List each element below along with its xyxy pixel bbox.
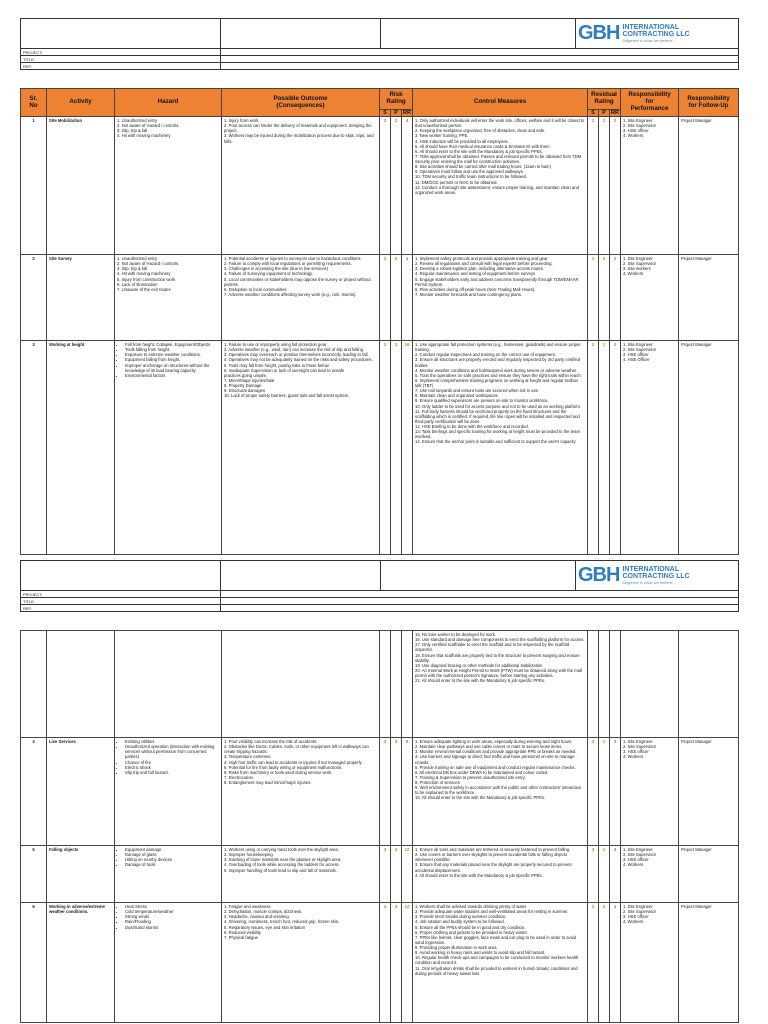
hazard-item: • Hitting on nearby devices: [125, 857, 219, 862]
hazard-item: • Electric shock: [125, 765, 219, 770]
hazard-item: • Slip trip and fall hazard.: [125, 770, 219, 775]
cell-control: 1. Ensure adequate lighting in work areas, especially during evening and night hours 2. Maintain clear pathways and use cable covers or mats to secure loose items 3. Monitor environmental conditions and provide appropriate PPE or breaks as needed. 4. Use barriers and signage to direct foot traffic and have personnel on-site to manage crowds. 5. Provide training on safe use of equipment and conduct regular maintenance checks. 6. All electrical DB box under DEWA to be maintained and colour coded 7. Training & Supervision to prevent unauthorized site entry. 8. Protection of services 9. Well environment safety in accordance with the public and other contractors' interaction to be explained to the workforce. 10. All should enter to the site with the Mandatory & job specific PPEs.: [413, 738, 588, 846]
cell-activity: Falling objects: [47, 846, 115, 903]
col-res-rr: RR: [611, 110, 619, 116]
cell-rr: 12: [402, 903, 413, 1023]
project-value: [221, 591, 739, 598]
cell-resp-follow: Project Manager: [679, 903, 739, 1023]
cell-resp-follow: Project Manager: [679, 738, 739, 846]
hazard-item: • Existing Utilities: [125, 739, 219, 744]
cell-outcome: 1. Workers using or carrying hand tools over the skylight area. 2. Improper housekeeping 3. Stacking of loose materials near the glasses or skylight area. 4. Overloading of tools while accessing the ladders for access. 5. Improper handling of tools lead to slip and fall of materials.: [222, 846, 380, 903]
cell-activity: Site Survey: [47, 255, 115, 341]
cell-res-s: 1: [588, 117, 599, 255]
company-logo: [576, 19, 739, 49]
table-row: [21, 117, 739, 255]
risk-table-page2: [20, 630, 738, 1023]
cell-srno: 3: [21, 341, 47, 555]
cell-s: 3: [380, 846, 391, 903]
table-row: [21, 738, 739, 846]
cell-res-rr: 2: [610, 255, 621, 341]
cell-resp-perf: 1. Site Engineer 2. Site Supervisor 3. HSE officer 4. Workers: [621, 117, 679, 255]
col-activity: Activity: [47, 89, 115, 117]
hazard-list: [117, 847, 219, 868]
cell-activity: Site Mobilization: [47, 117, 115, 255]
cell-hazard: [115, 846, 222, 903]
title-label: TITLE:: [21, 598, 221, 605]
hazard-item: • Damage of tools: [125, 862, 219, 867]
logo-mark: GBH: [578, 564, 620, 586]
cell-control: 1. Workers shall be advised towards drinking plenty of water 2. Provide adequate water stations and well-ventilated areas for resting in summer. 3. Provide short breaks during summer condition. 4. Job rotation and buddy system to be followed. 5. Ensure all the PPEs should be in good and dry condition. 6. Proper clothing and jackets to be provided in heavy winter. 7. PPEs like helmet, clear goggles, face mask and ear plug to be used in order to avoid sand ingression. 8. Providing proper illumination in work area. 9. Avoid working in heavy rains and winds to avoid slip and fall hazard. 10. Regular health check-ups and campaigns to be conducted to monitor workers health condition and record it. 11. Oral rehydration drinks shall be provided to workers in humid climatic conditions and during periods of heavy sweat loss: [413, 903, 588, 1023]
cell-rr: 4: [402, 255, 413, 341]
cell-res-p: 1: [599, 738, 610, 846]
cell-rr: 9: [402, 738, 413, 846]
hazard-item: • Fall from height, Collapse, Equipment/Objects: [125, 342, 219, 347]
cell-outcome: 1. Poor visibility can increase the risk of accidents. 2. Obstacles like Ducts, Cables, tools, or other equipment left in walkways can create tripping hazards. 3. Temperature extremes. 4. High foot traffic can lead to accidents or injuries if not managed properly. 5. Potential for fire from faulty wiring or equipment malfunctions. 6. Risks from machinery or tools used during service work. 7. Electrocution. 8. Entanglement may lead minor/major injuries.: [222, 738, 380, 846]
hazard-list: [117, 342, 219, 378]
cell-res-rr: 4: [610, 903, 621, 1023]
cell-hazard: [115, 738, 222, 846]
cell-srno: 2: [21, 255, 47, 341]
cell-rr: 16: [402, 341, 413, 555]
logo-line1: INTERNATIONAL: [622, 24, 680, 31]
cell-p: 3: [391, 846, 402, 903]
hazard-list: [117, 904, 219, 930]
hazard-item: • Damage of glass: [125, 852, 219, 857]
cell-s: 4: [380, 903, 391, 1023]
cell-outcome: 1. Potential accidents or injuries to surveyors due to hazardous conditions 2. Failure to comply with local regulations or permitting requirements. 3. Challenges in accessing the site (due to live services) 4. Failure of surveying equipment or technology. 5. Local communities or stakeholders may oppose the survey or project without permits. 6. Disruption to local communities 7. Adverse weather conditions affecting survey work (e.g., rain, storms).: [222, 255, 380, 341]
cell-activity: Working in adverse/extreme weather conditions.: [47, 903, 115, 1023]
cell-hazard: [115, 631, 222, 738]
col-resp-follow: Responsibility for Follow-Up: [679, 89, 739, 117]
cell-resp-perf: 1. Site Engineer 2. Site Supervisor 3. Site workers 4. Workers: [621, 255, 679, 341]
header-cell-blank-2: [221, 19, 381, 49]
cell-resp-perf: 1. Site Engineer 2. Site Supervisor 3. HSE officer 4. Workers: [621, 846, 679, 903]
ref-label: REF:: [21, 63, 221, 70]
col-rr: RR: [403, 110, 411, 116]
cell-outcome: 1. Fatigue and weakness 2. Dehydration, muscle cramps, dizziness. 3. Headache, nausea and vomiting. 4. Shivering, numbness, trench foot, reduced grip, frozen skin. 5. Respiratory issues, eye and skin irritation 6. Reduced visibility 7. Physical fatigue: [222, 903, 380, 1023]
cell-res-s: [588, 631, 599, 738]
cell-rr: [402, 631, 413, 738]
cell-outcome: 1. Failure to use or improperly using fall protection gear 2. Adverse weather (e.g., wind, rain) can increase the risk of slip and falling. 3. Operatives may overreach or position themselves incorrectly, leading to fall. 4. Operatives may not be adequately trained on the risks and safety procedures. 5. Tools may fall from height, posing risks to those below. 6. Inadequate Supervision or lack of oversight can lead to unsafe practices going unsafe. 7. Minor/Major injuries/fatal 8. Property Damage. 9. Structural damages 10. Lack of proper safety barriers, guard rails and fall arrest system.: [222, 341, 380, 555]
header-cell-blank-1: [21, 561, 221, 591]
cell-srno: 4: [21, 738, 47, 846]
col-risk-rating: Risk Rating: [380, 89, 413, 110]
table-row: [21, 631, 739, 738]
cell-res-p: [599, 631, 610, 738]
hazard-item: • Tools falling from height.: [125, 347, 219, 352]
col-residual: Residual Rating: [588, 89, 621, 110]
cell-s: 3: [380, 738, 391, 846]
cell-s: 2: [380, 341, 391, 555]
col-s: S: [380, 110, 391, 117]
cell-res-p: 2: [599, 903, 610, 1023]
hazard-list: [117, 739, 219, 775]
col-srno: Sr. No: [21, 89, 47, 117]
cell-resp-follow: Project Manager: [679, 341, 739, 555]
cell-resp-perf: 1. Site Engineer 2. Site Supervisor 3. HSE officer 4. Workers: [621, 903, 679, 1023]
hazard-item: • Heat Stress: [125, 904, 219, 909]
header-cell-blank-2: [221, 561, 381, 591]
cell-hazard: 1. Unauthorized entry 2. Not aware of Hazard / controls. 3. Slip, trip & fall 4. Hit with moving machinery: [115, 117, 222, 255]
cell-rr: 4: [402, 117, 413, 255]
logo-line1: INTERNATIONAL: [622, 566, 680, 573]
cell-srno: [21, 631, 47, 738]
logo-tagline: Diligence is what we believe...: [622, 38, 676, 43]
logo-mark: GBH: [578, 22, 620, 44]
hazard-item: • Chance of fire: [125, 760, 219, 765]
cell-res-rr: 2: [610, 341, 621, 555]
hazard-item: • Rain/Flooding: [125, 919, 219, 924]
col-res-p: P: [599, 110, 610, 117]
cell-hazard: [115, 341, 222, 555]
hazard-item: • Equipment damage: [125, 847, 219, 852]
cell-res-s: 3: [588, 846, 599, 903]
hazard-item: • Unauthorized operation (interaction with existing services without permission from concerned parties): [125, 744, 219, 759]
ref-value: [221, 63, 739, 70]
cell-resp-perf: 1. Site Engineer 2. Site Supervisor 3. HSE officer 4. HSE Officer: [621, 341, 679, 555]
table-row: [21, 255, 739, 341]
page1-header-box: [20, 18, 738, 78]
cell-resp-follow: [679, 631, 739, 738]
cell-res-s: 2: [588, 903, 599, 1023]
cell-res-s: 2: [588, 341, 599, 555]
cell-hazard: 1. Unauthorized entry 2. Not aware of Hazard / controls. 3. Slip, trip & fall 4. Hit with moving machinery 5. Injury from construction work 6. Lack of Illumination 7. Unaware of the exit routes: [115, 255, 222, 341]
ref-value: [221, 605, 739, 612]
risk-table-page1: [20, 88, 738, 555]
cell-s: 2: [380, 117, 391, 255]
header-cell-blank-3: [381, 19, 576, 49]
cell-p: 3: [391, 903, 402, 1023]
cell-res-p: 2: [599, 255, 610, 341]
cell-activity: [47, 631, 115, 738]
project-label: PROJECT:: [21, 591, 221, 598]
cell-res-p: 1: [599, 846, 610, 903]
col-hazard: Hazard: [115, 89, 222, 117]
cell-res-rr: [610, 631, 621, 738]
cell-hazard: [115, 903, 222, 1023]
cell-res-rr: 2: [610, 117, 621, 255]
logo-line2: CONTRACTING LLC: [622, 31, 690, 38]
cell-s: 2: [380, 255, 391, 341]
page2-header-box: [20, 560, 738, 620]
col-control: Control Measures: [413, 89, 588, 117]
cell-resp-follow: Project Manager: [679, 846, 739, 903]
cell-outcome: 1. Injury from work. 2. Poor access can hinder the delivery of materials and equipment, delaying the project. 3. Workers may be injured during the mobilization process due to slips, trips, and falls.: [222, 117, 380, 255]
project-value: [221, 49, 739, 56]
hazard-item: • Exposure to extreme weather conditions.: [125, 352, 219, 357]
table-row: [21, 903, 739, 1023]
hazard-item: • Equipment falling from height.: [125, 357, 219, 362]
cell-outcome: [222, 631, 380, 738]
hazard-item: • Cold temperature/weather: [125, 909, 219, 914]
ref-label: REF:: [21, 605, 221, 612]
col-outcome: Possible Outcome (Consequences): [222, 89, 380, 117]
col-p: P: [391, 110, 402, 117]
cell-resp-perf: [621, 631, 679, 738]
col-res-s: S: [588, 110, 599, 117]
col-resp-perf: Responsibility for Performance: [621, 89, 679, 117]
logo-tagline: Diligence is what we believe...: [622, 580, 676, 585]
cell-srno: 1: [21, 117, 47, 255]
cell-res-rr: 3: [610, 738, 621, 846]
cell-srno: 5: [21, 846, 47, 903]
cell-res-s: 1: [588, 255, 599, 341]
hazard-item: • Dust/Sand storms: [125, 925, 219, 930]
cell-srno: 6: [21, 903, 47, 1023]
cell-resp-perf: 1. Site Engineer 2. Site Supervisor 3. HSE officer 4. Workers: [621, 738, 679, 846]
title-label: TITLE:: [21, 56, 221, 63]
cell-res-p: 1: [599, 341, 610, 555]
cell-s: [380, 631, 391, 738]
cell-activity: Working at height: [47, 341, 115, 555]
cell-res-p: 2: [599, 117, 610, 255]
hazard-item: • Environmental factors: [125, 373, 219, 378]
header-cell-blank-3: [381, 561, 576, 591]
cell-control: 1. Implement safety protocols and provide appropriate training and gear 2. Review all regulations and consult with legal experts before proceeding. 3. Develop a robust logistics plan, including alternative access routes. 4. Regular maintenance and testing of equipment before surveys 5. Engage stakeholders early and address concerns transparently through TDM/EMAAR Permit System. 6. Plan activities during off-peak hours (Non-Trading Mall Hours). 7. Monitor weather forecasts and have contingency plans.: [413, 255, 588, 341]
cell-control: 1. Only authorized individuals will enter the work site, offices, welfare and it will be closed to that unauthorized person. 2. Keeping the workplace organized, free of obstacles, clean and safe. 3. New worker training, PPE. 4. HSE induction will be provided to all employees. 5. All should have their medical insurance cards & Emirates ID with them. 6. All should enter to the site with the Mandatory & job specific PPEs. 7. TDM approval shall be obtained. Passes and relevant permits to be obtained from TDM Security prior entering the mall for construction activities. 8. Site activities should be carried after mall trading hours. (12am to 6am) 9. Operatives must follow and use the approved walkways 10. TDM security and traffic team instructions to be followed. 11. DM/DCD permits or NOC to be obtained. 12. Conduct a thorough site assessment, ensure proper training, and maintain clean and organized work areas.: [413, 117, 588, 255]
cell-resp-follow: Project Manager: [679, 255, 739, 341]
cell-control: 15. No lone worker to be deployed for work. 16. Use standard and damage free components to erect the scaffolding platform for access. 17. Only certified scaffolder to erect the scaffold and to be inspected by the scaffold inspector. 18. Ensure that scaffolds are properly tied to the structure to prevent swaying and ensure stability. 19. Use diagonal bracing or other methods for additional stabilization 20. An Internal Work at Height Permit to Work (PTW) must be obtained along with the mall permit with the authorized person's signature, before starting any activities. 21. All should enter to the site with the Mandatory & job specific PPEs.: [413, 631, 588, 738]
table-row: [21, 846, 739, 903]
company-logo: [576, 561, 739, 591]
cell-resp-follow: Project Manager: [679, 117, 739, 255]
cell-p: 2: [391, 255, 402, 341]
table-row: [21, 341, 739, 555]
cell-control: 1. Use appropriate fall protection systems (e.g., harnesses, guardrails) and ensure proper training. 2. Conduct regular inspections and training on the correct use of equipment. 3. Ensure all structures are properly erected and regularly inspected by 3rd party certified bodies. 4. Monitor weather conditions and halt/suspend work during severe or adverse weather. 5. Train the operatives on safe practices and ensure they have the right tools within reach. 6. Implement comprehensive training programs on working at height and regular toolbox talk (TBT) 7. Use tool lanyards and ensure tools are secured when not in use. 8. Maintain clean and organized workspaces. 9. Ensure qualified supervisors are present on-site to monitor workforce. 10. Only ladder to be used for access purpose and not to be used as an working platform. 11. Full body harness should be anchored properly on the fixed structures and the scaffolding which is certified. If required, life line ropes will be installed and inspected and third-party certification will be done. 12. HSE Briefing to be done with the workforce and recorded. 13. Task briefings and specific training for working at height must be provided to the team involved. 14. Ensure that the anchor point is suitable and sufficient to support the user's capacity: [413, 341, 588, 555]
title-value: [221, 56, 739, 63]
header-cell-blank-1: [21, 19, 221, 49]
title-value: [221, 598, 739, 605]
cell-res-rr: 3: [610, 846, 621, 903]
logo-line2: CONTRACTING LLC: [622, 573, 690, 580]
cell-res-s: 3: [588, 738, 599, 846]
cell-activity: Live Services: [47, 738, 115, 846]
cell-rr: 12: [402, 846, 413, 903]
project-label: PROJECT:: [21, 49, 221, 56]
cell-control: 1. Ensure all tools and materials are tethered or securely fastened to prevent falling. 2. Use covers or barriers over skylights to prevent accidental falls or falling objects whenever possible 3. Ensure that any materials placed near the skylight are properly secured to prevent accidental displacement. 4. All should enter to the site with the Mandatory & job specific PPEs.: [413, 846, 588, 903]
cell-p: 2: [391, 117, 402, 255]
cell-p: [391, 631, 402, 738]
cell-p: 3: [391, 341, 402, 555]
hazard-item: • Strong winds: [125, 914, 219, 919]
cell-p: 3: [391, 738, 402, 846]
hazard-item: • Improper anchorage on structures without the knowledge of its load bearing capacity: [125, 363, 219, 373]
